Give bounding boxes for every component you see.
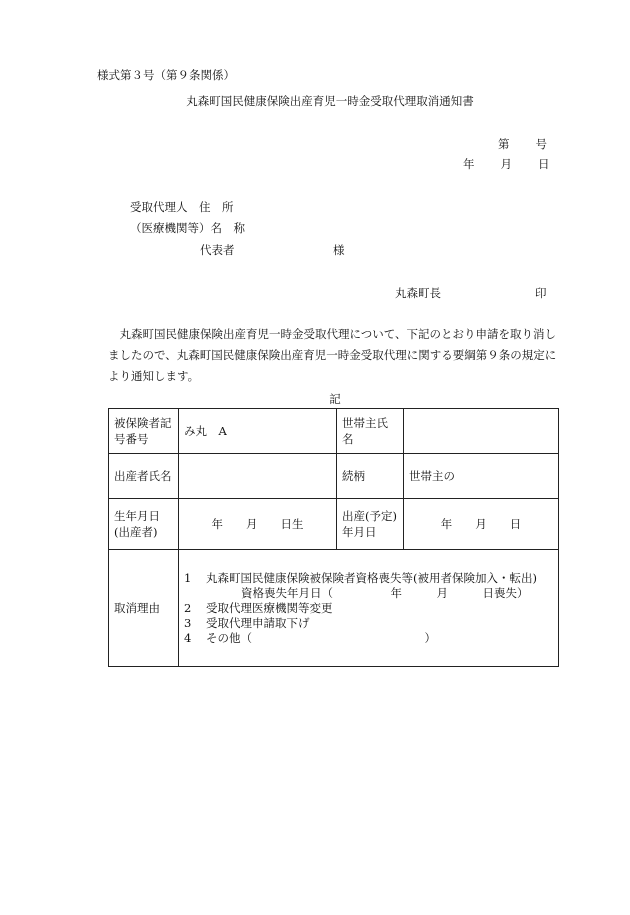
date-year: 年: [463, 157, 475, 171]
issuer-mayor: 丸森町長: [395, 286, 441, 300]
number-dai: 第: [498, 137, 510, 151]
document-title: 丸森町国民健康保険出産育児一時金受取代理取消通知書: [186, 94, 474, 108]
relation-value: 世帯主の: [404, 454, 559, 499]
table-row: [109, 499, 559, 550]
relation-label: 続柄: [337, 454, 404, 499]
reason-label: 取消理由: [109, 550, 179, 667]
reason-list-cell: [179, 550, 559, 667]
householder-value: [404, 409, 559, 454]
insured-number-label: 被保険者記号番号: [109, 409, 179, 454]
date-month: 月: [500, 157, 512, 171]
honorific: 様: [333, 243, 345, 257]
recipient-name-label: （医療機関等）名 称: [130, 221, 245, 235]
body-line-1: 丸森町国民健康保険出産育児一時金受取代理について、下記のとおり申請を取り消し: [119, 327, 557, 341]
due-date-label: 出産(予定) 年月日: [337, 499, 404, 550]
notice-body: [108, 324, 568, 387]
reason-item-2: 2 受取代理医療機関等変更: [184, 600, 333, 615]
form-number: 様式第３号（第９条関係）: [97, 68, 235, 82]
reason-item-3: 3 受取代理申請取下げ: [184, 615, 310, 630]
birth-date-label: 生年月日 (出産者): [109, 499, 179, 550]
seal-mark: 印: [535, 286, 547, 300]
document-number: [498, 137, 547, 151]
table-row: [109, 550, 559, 667]
representative-label: 代表者: [200, 243, 235, 257]
body-line-3: より通知します。: [108, 369, 200, 383]
number-go: 号: [535, 137, 547, 151]
date-day: 日: [538, 157, 550, 171]
table-row: [109, 409, 559, 454]
notice-table: [108, 408, 559, 667]
body-line-2: ましたので、丸森町国民健康保険出産育児一時金受取代理に関する要綱第９条の規定に: [108, 348, 557, 362]
ki-heading: 記: [329, 392, 341, 406]
birth-date-value: 年 月 日生: [179, 499, 337, 550]
due-date-value: 年 月 日: [404, 499, 559, 550]
reason-list: [184, 571, 553, 646]
reason-item-4: 4 その他（ ）: [184, 630, 436, 645]
householder-label: 世帯主氏名: [337, 409, 404, 454]
recipient-address-label: 受取代理人 住 所: [130, 200, 234, 214]
issue-date: [463, 157, 550, 171]
insured-number-value: み丸 A: [179, 409, 337, 454]
reason-item-1: 1 丸森町国民健康保険被保険者資格喪失等(被用者保険加入・転出): [184, 570, 537, 585]
table-row: [109, 454, 559, 499]
mother-name-value: [179, 454, 337, 499]
reason-item-1-sub: 資格喪失年月日（ 年 月 日喪失）: [241, 585, 529, 600]
mother-name-label: 出産者氏名: [109, 454, 179, 499]
